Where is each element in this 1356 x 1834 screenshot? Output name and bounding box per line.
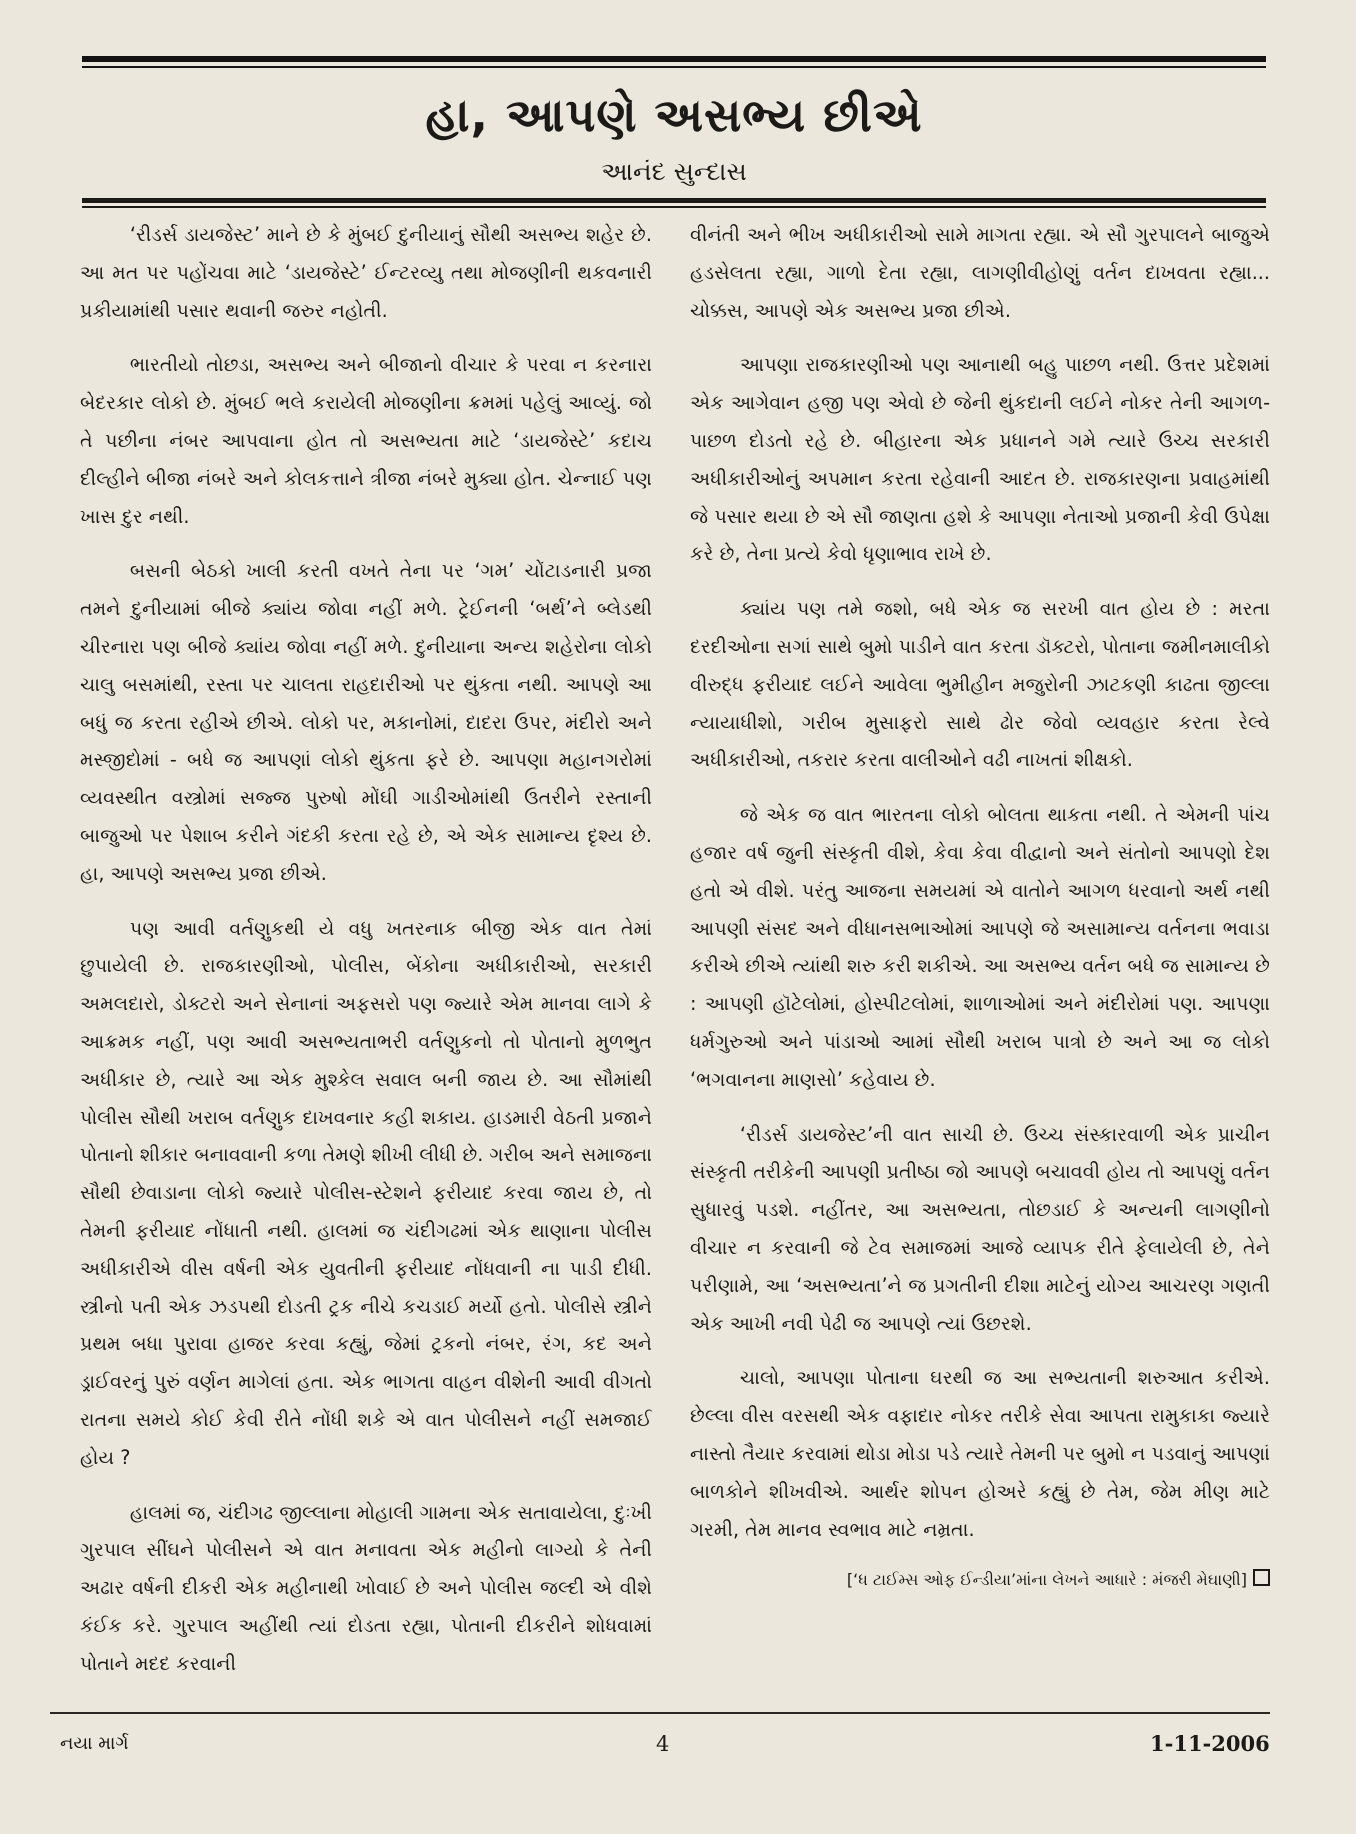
paragraph: ભારતીયો તોછડા, અસભ્ય અને બીજાનો વીચાર કે પરવા ન કરનારા બેદરકાર લોકો છે. મુંબઈ ભલે કરાયેલી મોજણીના ક્રમમાં પહેલું આવ્યું. જો તે પછીના નંબર આપવાના હોત તો અસભ્યતા માટે ‘ડાયજેસ્ટે’ કદાચ દીલ્હીને બીજા નંબરે અને કોલકત્તાને ત્રીજા નંબરે મુક્યા હોત. ચેન્નાઈ પણ ખાસ દુર નથી. [80, 353, 652, 528]
paragraph: ‘રીડર્સ ડાયજેસ્ટ’ની વાત સાચી છે. ઉચ્ચ સંસ્કારવાળી એક પ્રાચીન સંસ્કૃતી તરીકેની આપણી પ્રતીષ્ઠા જો આપણે બચાવવી હોય તો આપણું વર્તન સુધારવું પડશે. નહીંતર, આ અસભ્યતા, તોછડાઈ કે અન્યની લાગણીનો વીચાર ન કરવાની જે ટેવ સમાજમાં આજે વ્યાપક રીતે ફેલાયેલી છે, તેને પરીણામે, આ ‘અસભ્યતા’ને જ પ્રગતીની દીશા માટેનું યોગ્ય આચરણ ગણતી એક આખી નવી પેઢી જ આપણે ત્યાં ઉછરશે. [690, 1122, 1270, 1335]
paragraph: જે એક જ વાત ભારતના લોકો બોલતા થાકતા નથી. તે એમની પાંચ હજાર વર્ષ જુની સંસ્કૃતી વીશે, કેવા કેવા વીદ્વાનો અને સંતોનો આપણો દેશ હતો એ વીશે. પરંતુ આજના સમયમાં એ વાતોને આગળ ધરવાનો અર્થ નથી આપણી સંસદ અને વીધાનસભાઓમાં આપણે જે અસામાન્ય વર્તનના ભવાડા કરીએ છીએ ત્યાંથી શરુ કરી શકીએ. આ અસભ્ય વર્તન બધે જ સામાન્ય છે : આપણી હૉટેલોમાં, હોસ્પીટલોમાં, શાળાઓમાં અને મંદીરોમાં પણ. આપણા ધર્મગુરુઓ અને પાંડાઓ આમાં સૌથી ખરાબ પાત્રો છે અને આ જ લોકો ‘ભગવાનના માણસો’ કહેવાય છે. [690, 803, 1270, 1091]
paragraph: ચાલો, આપણા પોતાના ઘરથી જ આ સભ્યતાની શરુઆત કરીએ. છેલ્લા વીસ વરસથી એક વફાદાર નોકર તરીકે સેવા આપતા રામુકાકા જ્યારે નાસ્તો તૈયાર કરવામાં થોડા મોડા પડે ત્યારે તેમની પર બુમો ન પડવાનું આપણાં બાળકોને શીખવીએ. આર્થર શોપન હોઅરે કહ્યું છે તેમ, જેમ મીણ માટે ગરમી, તેમ માનવ સ્વભાવ માટે નમ્રતા. [690, 1366, 1270, 1541]
paragraph: હાલમાં જ, ચંદીગઢ જીલ્લાના મોહાલી ગામના એક સતાવાયેલા, દુઃખી ગુરપાલ સીંઘને પોલીસને એ વાત મનાવતા એક મહીનો લાગ્યો કે તેની અઢાર વર્ષની દીકરી એક મહીનાથી ખોવાઈ છે અને પોલીસ જલ્દી એ વીશે કંઈક કરે. ગુરપાલ અહીંથી ત્યાં દોડતા રહ્યા, પોતાની દીકરીને શોધવામાં પોતાને મદદ કરવાની [80, 1500, 652, 1675]
header-rule-thin [82, 206, 1266, 208]
issue-date: 1-11-2006 [1150, 1731, 1270, 1756]
paragraph: બસની બેઠકો ખાલી કરતી વખતે તેના પર ‘ગમ’ ચોંટાડનારી પ્રજા તમને દુનીયામાં બીજે ક્યાંય જોવા નહીં મળે. ટ્રેઈનની ‘બર્થ’ને બ્લેડથી ચીરનારા પણ બીજે ક્યાંય જોવા નહીં મળે. દુનીયાના અન્ય શહેરોના લોકો ચાલુ બસમાંથી, રસ્તા પર ચાલતા રાહદારીઓ પર થુંકતા નથી. આપણે આ બધું જ કરતા રહીએ છીએ. લોકો પર, મકાનોમાં, દાદરા ઉપર, મંદીરો અને મસ્જીદોમાં - બધે જ આપણાં લોકો થુંકતા ફરે છે. આપણા મહાનગરોમાં વ્યવસ્થીત વસ્ત્રોમાં સજ્જ પુરુષો મોંઘી ગાડીઓમાંથી ઉતરીને રસ્તાની બાજુઓ પર પેશાબ કરીને ગંદકી કરતા રહે છે, એ એક સામાન્ય દૃશ્ય છે. હા, આપણે અસભ્ય પ્રજા છીએ. [80, 559, 652, 885]
top-rule [82, 56, 1266, 62]
paragraph-continued: વીનંતી અને ભીખ અધીકારીઓ સામે માગતા રહ્યા. એ સૌ ગુરપાલને બાજુએ હડસેલતા રહ્યા, ગાળો દેતા રહ્યા, લાગણીવીહોણું વર્તન દાખવતા રહ્યા... ચોક્કસ, આપણે એક અસભ્ય પ્રજા છીએ. [690, 223, 1270, 322]
paragraph: ક્યાંય પણ તમે જશો, બધે એક જ સરખી વાત હોય છે : મરતા દરદીઓના સગાં સાથે બુમો પાડીને વાત કરતા ડૉક્ટરો, પોતાના જમીનમાલીકો વીરુદ્ધ ફરીયાદ લઈને આવેલા ભુમીહીન મજુરોની ઝાટકણી કાઢતા જીલ્લા ન્યાયાધીશો, ગરીબ મુસાફરો સાથે ઢોર જેવો વ્યવહાર કરતા રેલ્વે અધીકારીઓ, તકરાર કરતા વાલીઓને વઢી નાખતાં શીક્ષકો. [690, 597, 1270, 772]
paragraph: આપણા રાજકારણીઓ પણ આનાથી બહુ પાછળ નથી. ઉત્તર પ્રદેશમાં એક આગેવાન હજી પણ એવો છે જેની થુંકદાની લઈને નોકર તેની આગળ-પાછળ દોડતો રહે છે. બીહારના એક પ્રધાનને ગમે ત્યારે ઉચ્ચ સરકારી અધીકારીઓનું અપમાન કરતા રહેવાની આદત છે. રાજકારણના પ્રવાહમાંથી જે પસાર થયા છે એ સૌ જાણતા હશે કે આપણા નેતાઓ પ્રજાની કેવી ઉપેક્ષા કરે છે, તેના પ્રત્યે કેવો ધૃણાભાવ રાખે છે. [690, 353, 1270, 566]
article-title: હા, આપણે અસભ્ય છીએ [425, 88, 923, 142]
paragraph: પણ આવી વર્તણુકથી યે વધુ ખતરનાક બીજી એક વાત તેમાં છુપાયેલી છે. રાજકારણીઓ, પોલીસ, બેંકોના અધીકારીઓ, સરકારી અમલદારો, ડોક્ટરો અને સેનાનાં અફસરો પણ જ્યારે એમ માનવા લાગે કે આક્રમક નહીં, પણ આવી અસભ્યતાભરી વર્તણુકનો તો પોતાનો મુળભુત અધીકાર છે, ત્યારે આ એક મુશ્કેલ સવાલ બની જાય છે. આ સૌમાંથી પોલીસ સૌથી ખરાબ વર્તણુક દાખવનાર કહી શકાય. હાડમારી વેઠતી પ્રજાને પોતાનો શીકાર બનાવવાની કળા તેમણે શીખી લીધી છે. ગરીબ અને સમાજના સૌથી છેવાડાના લોકો જ્યારે પોલીસ-સ્ટેશને ફરીયાદ કરવા જાય છે, તો તેમની ફરીયાદ નોંધાતી નથી. હાલમાં જ ચંદીગઢમાં એક થાણાના પોલીસ અધીકારીએ વીસ વર્ષની એક યુવતીની ફરીયાદ નોંધવાની ના પાડી દીધી. સ્ત્રીનો પતી એક ઝડપથી દોડતી ટ્રક નીચે કચડાઈ મર્યો હતો. પોલીસે સ્ત્રીને પ્રથમ બધા પુરાવા હાજર કરવા કહ્યું, જેમાં ટ્રકનો નંબર, રંગ, કદ અને ડ્રાઈવરનું પુરું વર્ણન માગેલાં હતા. એક ભાગતા વાહન વીશેની આવી વીગતો રાતના સમયે કોઈ કેવી રીતે નોંધી શકે એ વાત પોલીસને નહીં સમજાઈ હોય ? [80, 916, 652, 1469]
footer-rule [50, 1712, 1270, 1714]
source-note-text: [‘ધ ટાઈમ્સ ઓફ ઈન્ડીયા’માંના લેખને આધારે : મંજરી મેઘાણી] [846, 1570, 1247, 1590]
header-rule [82, 198, 1266, 203]
article-author: આનંદ સુન્દાસ [601, 157, 747, 186]
right-column [690, 216, 1270, 1616]
magazine-name: નયા માર્ગ [60, 1733, 129, 1754]
end-mark-icon [1253, 1569, 1270, 1586]
top-rule-thin [82, 66, 1266, 68]
paragraph: ‘રીડર્સ ડાયજેસ્ટ’ માને છે કે મુંબઈ દુનીયાનું સૌથી અસભ્ય શહેર છે. આ મત પર પહોંચવા માટે ‘ડાયજેસ્ટે’ ઈન્ટરવ્યુ તથા મોજણીની થકવનારી પ્રકીયામાંથી પસાર થવાની જરુર નહોતી. [80, 223, 652, 322]
source-note [690, 1561, 1270, 1599]
left-column [80, 216, 652, 1699]
page-number: 4 [656, 1732, 670, 1756]
